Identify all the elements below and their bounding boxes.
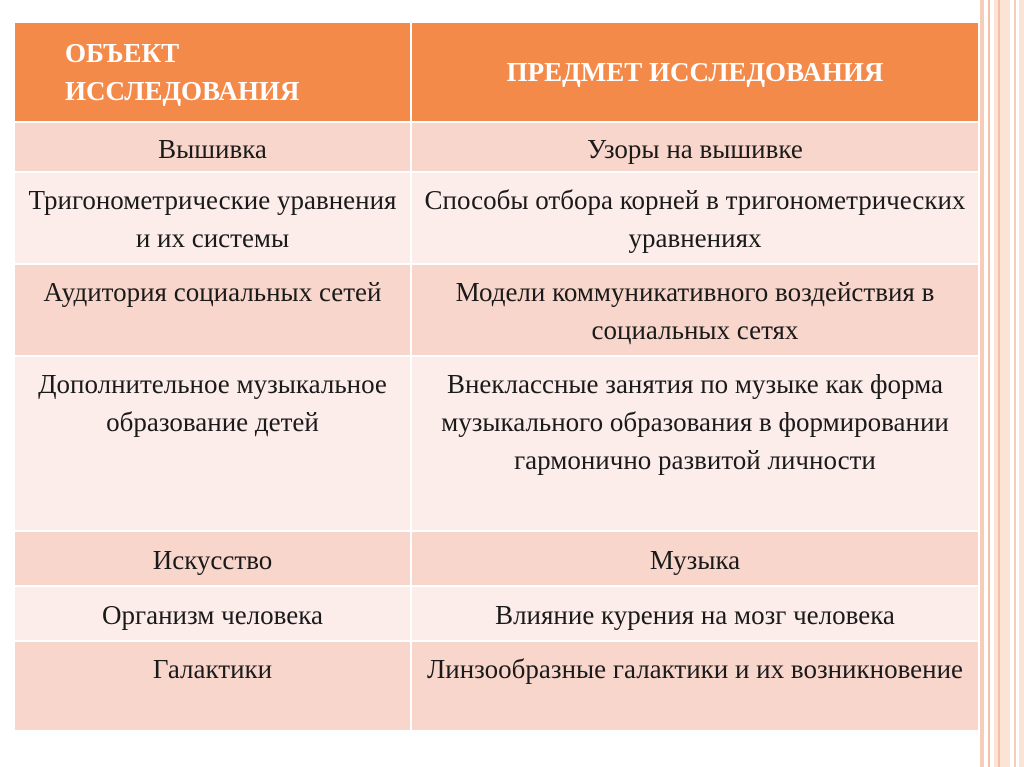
table-header-row <box>14 22 979 122</box>
subject-cell: Модели коммуникативного воздействия в социальных сетях <box>411 264 979 356</box>
table-row <box>14 641 979 731</box>
subject-cell: Линзообразные галактики и их возникновение <box>411 641 979 731</box>
table-row <box>14 356 979 531</box>
table-row <box>14 172 979 264</box>
table-row <box>14 122 979 172</box>
research-table <box>13 21 980 732</box>
border-stripe <box>1019 0 1024 767</box>
decorative-border <box>980 0 1024 767</box>
subject-cell: Способы отбора корней в тригонометрических уравнениях <box>411 172 979 264</box>
header-object: ОБЪЕКТ ИССЛЕДОВАНИЯ <box>14 22 411 122</box>
object-cell: Организм человека <box>14 586 411 641</box>
object-cell: Вышивка <box>14 122 411 172</box>
border-stripe <box>980 0 984 767</box>
subject-cell: Узоры на вышивке <box>411 122 979 172</box>
object-cell: Галактики <box>14 641 411 731</box>
object-cell: Аудитория социальных сетей <box>14 264 411 356</box>
object-cell: Тригонометрические уравнения и их системы <box>14 172 411 264</box>
object-cell: Искусство <box>14 531 411 586</box>
subject-cell: Внеклассные занятия по музыке как форма музыкального образования в формировании гармонично развитой личности <box>411 356 979 531</box>
border-stripe <box>998 0 1000 767</box>
table-row <box>14 531 979 586</box>
border-stripe <box>1014 0 1016 767</box>
subject-cell: Музыка <box>411 531 979 586</box>
subject-cell: Влияние курения на мозг человека <box>411 586 979 641</box>
border-stripe <box>988 0 990 767</box>
header-subject: ПРЕДМЕТ ИССЛЕДОВАНИЯ <box>411 22 979 122</box>
border-stripe <box>994 0 1010 767</box>
table-row <box>14 586 979 641</box>
table-row <box>14 264 979 356</box>
object-cell: Дополнительное музыкальное образование детей <box>14 356 411 531</box>
